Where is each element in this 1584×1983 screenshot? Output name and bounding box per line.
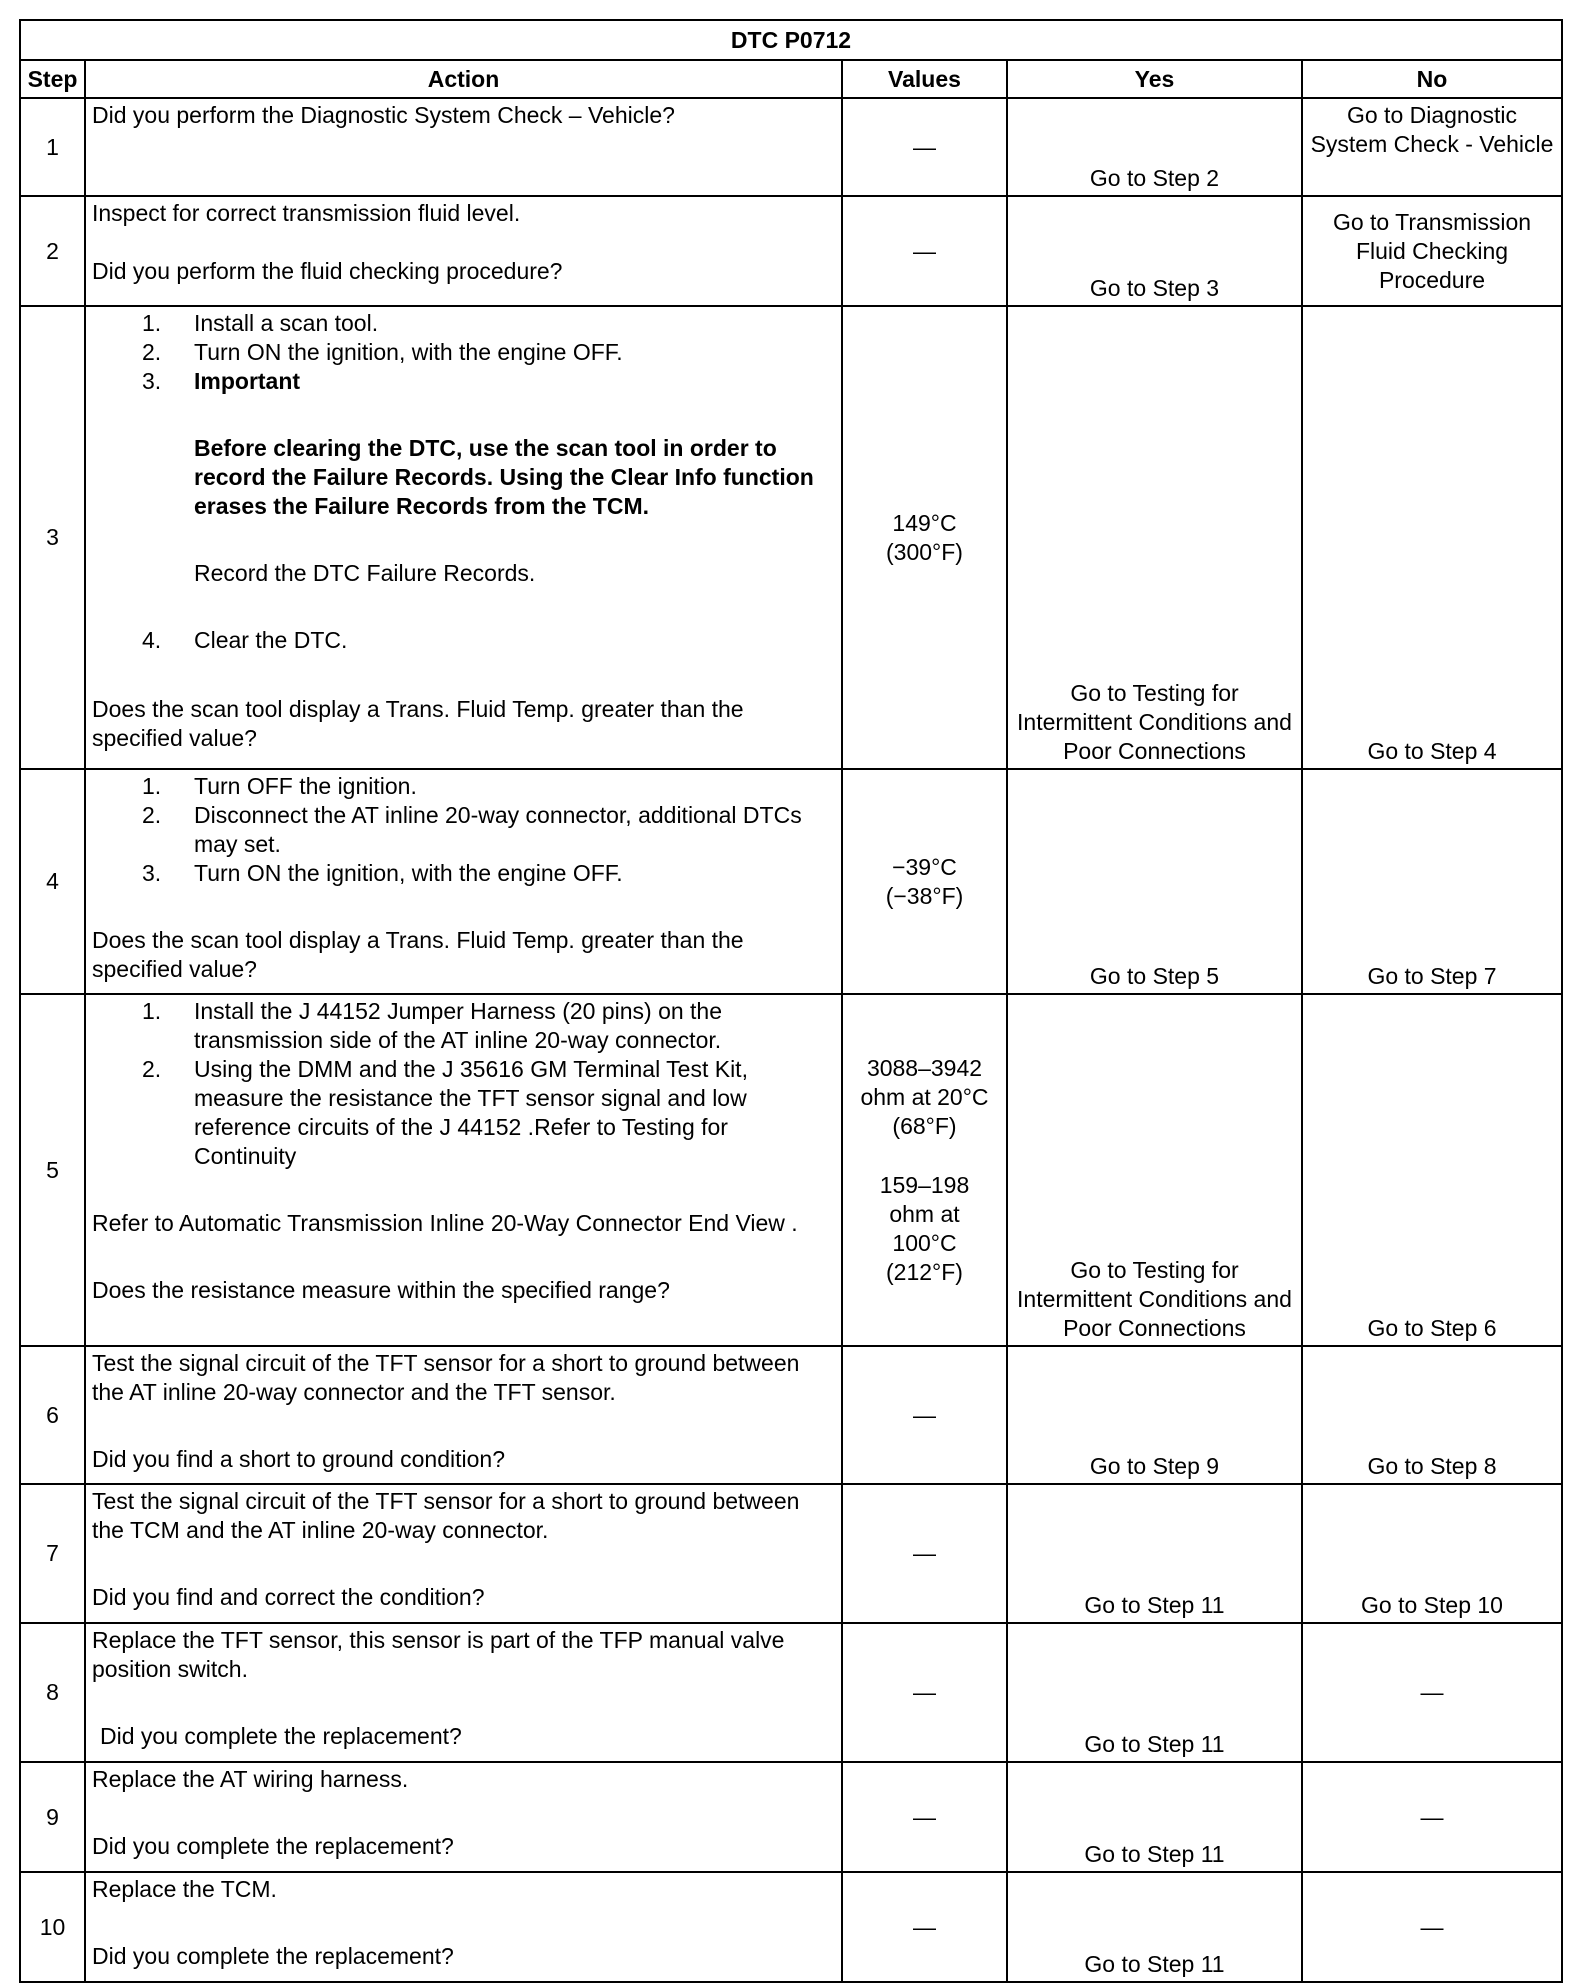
action-question: Does the scan tool display a Trans. Fluid Temp. greater than the specified value? xyxy=(92,696,744,751)
list-item: 1. Install a scan tool. xyxy=(142,310,379,336)
value-text: 3088–3942 ohm at 20°C (68°F) xyxy=(860,1054,989,1139)
action-cell xyxy=(85,1872,842,1982)
list-item: 3. Turn ON the ignition, with the engine OFF. xyxy=(142,860,623,886)
action-text: Did you perform the Diagnostic System Check – Vehicle? xyxy=(92,102,675,128)
value-cell xyxy=(842,769,1007,994)
no-cell: Go to Step 10 xyxy=(1302,1484,1562,1623)
table-row xyxy=(20,769,1562,994)
yes-cell: Go to Step 11 xyxy=(1007,1484,1302,1623)
important-note: Before clearing the DTC, use the scan tool in order to record the Failure Records. Using the Clear Info function erases the Failure Records from the TCM. xyxy=(194,435,814,519)
action-question: Did you complete the replacement? xyxy=(92,1833,454,1859)
list-item: 4. Clear the DTC. xyxy=(142,627,348,653)
action-question: Did you complete the replacement? xyxy=(100,1723,462,1749)
action-question: Did you complete the replacement? xyxy=(92,1943,454,1969)
action-list xyxy=(92,772,833,888)
list-item: 2. Turn ON the ignition, with the engine OFF. xyxy=(142,339,623,365)
no-cell: — xyxy=(1302,1872,1562,1982)
header-step: Step xyxy=(20,60,85,98)
action-question: Did you find a short to ground condition? xyxy=(92,1446,505,1472)
action-text: Test the signal circuit of the TFT sensor for a short to ground between the AT inline 20-way connector and the TFT sensor. xyxy=(92,1350,800,1405)
step-number: 2 xyxy=(20,196,85,306)
step-number: 10 xyxy=(20,1872,85,1982)
list-item: 3. Important xyxy=(142,368,301,394)
value-text: 149°C (300°F) xyxy=(886,509,963,565)
action-text: Refer to Automatic Transmission Inline 20-Way Connector End View . xyxy=(92,1210,798,1236)
action-question: Did you find and correct the condition? xyxy=(92,1584,485,1610)
list-item: 2. Disconnect the AT inline 20-way connector, additional DTCs may set. xyxy=(142,802,802,857)
no-cell: Go to Step 8 xyxy=(1302,1346,1562,1484)
table-row xyxy=(20,1623,1562,1762)
no-cell: — xyxy=(1302,1623,1562,1762)
table-row xyxy=(20,196,1562,306)
action-cell xyxy=(85,306,842,769)
list-item: 2. Using the DMM and the J 35616 GM Terminal Test Kit, measure the resistance the TFT sensor signal and low reference circuits of the J 44152 .Refer to Testing for Continuity xyxy=(142,1056,748,1169)
table-row xyxy=(20,1872,1562,1982)
title-row xyxy=(20,20,1562,60)
header-values: Values xyxy=(842,60,1007,98)
yes-cell: Go to Testing for Intermittent Conditions and Poor Connections xyxy=(1007,306,1302,769)
step-number: 8 xyxy=(20,1623,85,1762)
action-text: Test the signal circuit of the TFT sensor for a short to ground between the TCM and the AT inline 20-way connector. xyxy=(92,1488,800,1543)
table-row xyxy=(20,1346,1562,1484)
action-text: Replace the TFT sensor, this sensor is part of the TFP manual valve position switch. xyxy=(92,1627,785,1682)
table-title: DTC P0712 xyxy=(20,20,1562,60)
yes-cell: Go to Step 2 xyxy=(1007,98,1302,196)
yes-cell: Go to Step 9 xyxy=(1007,1346,1302,1484)
header-row xyxy=(20,60,1562,98)
yes-cell: Go to Step 11 xyxy=(1007,1623,1302,1762)
action-cell xyxy=(85,196,842,306)
header-action: Action xyxy=(85,60,842,98)
action-question: Does the resistance measure within the specified range? xyxy=(92,1277,670,1303)
no-cell: Go to Transmission Fluid Checking Procedure xyxy=(1302,196,1562,306)
action-cell xyxy=(85,1762,842,1872)
value-cell: — xyxy=(842,1872,1007,1982)
value-cell xyxy=(842,306,1007,769)
dtc-table xyxy=(19,19,1563,1983)
no-cell: Go to Step 4 xyxy=(1302,306,1562,769)
no-cell: Go to Diagnostic System Check - Vehicle xyxy=(1302,98,1562,196)
table-row xyxy=(20,1484,1562,1623)
no-cell: Go to Step 7 xyxy=(1302,769,1562,994)
list-item: 1. Install the J 44152 Jumper Harness (20 pins) on the transmission side of the AT inline 20-way connector. xyxy=(142,998,723,1053)
yes-cell: Go to Step 5 xyxy=(1007,769,1302,994)
value-cell: — xyxy=(842,1346,1007,1484)
important-label: Important xyxy=(194,368,301,394)
table-row xyxy=(20,306,1562,769)
value-cell: — xyxy=(842,1762,1007,1872)
action-cell xyxy=(85,1484,842,1623)
action-question: Did you perform the fluid checking procedure? xyxy=(92,258,563,284)
table-row xyxy=(20,98,1562,196)
value-cell xyxy=(842,994,1007,1346)
yes-cell: Go to Testing for Intermittent Conditions and Poor Connections xyxy=(1007,994,1302,1346)
step-number: 6 xyxy=(20,1346,85,1484)
step-number: 3 xyxy=(20,306,85,769)
action-text: Record the DTC Failure Records. xyxy=(194,560,536,586)
yes-cell: Go to Step 3 xyxy=(1007,196,1302,306)
no-cell: — xyxy=(1302,1762,1562,1872)
action-cell xyxy=(85,1346,842,1484)
step-number: 9 xyxy=(20,1762,85,1872)
yes-cell: Go to Step 11 xyxy=(1007,1762,1302,1872)
action-list xyxy=(92,626,833,655)
table-row xyxy=(20,1762,1562,1872)
no-cell: Go to Step 6 xyxy=(1302,994,1562,1346)
step-number: 7 xyxy=(20,1484,85,1623)
action-cell xyxy=(85,98,842,196)
action-cell xyxy=(85,1623,842,1762)
value-cell: — xyxy=(842,1484,1007,1623)
header-yes: Yes xyxy=(1007,60,1302,98)
step-number: 4 xyxy=(20,769,85,994)
action-list xyxy=(92,997,833,1171)
step-number: 1 xyxy=(20,98,85,196)
value-cell: — xyxy=(842,196,1007,306)
dtc-document xyxy=(19,19,1561,1983)
value-text: −39°C (−38°F) xyxy=(885,853,964,909)
table-row xyxy=(20,994,1562,1346)
action-text: Replace the TCM. xyxy=(92,1876,277,1902)
action-text: Replace the AT wiring harness. xyxy=(92,1766,409,1792)
action-cell xyxy=(85,769,842,994)
list-item: 1. Turn OFF the ignition. xyxy=(142,773,417,799)
action-text: Inspect for correct transmission fluid level. xyxy=(92,200,521,226)
header-no: No xyxy=(1302,60,1562,98)
value-text: 159–198 ohm at 100°C (212°F) xyxy=(879,1171,970,1285)
action-cell xyxy=(85,994,842,1346)
action-question: Does the scan tool display a Trans. Fluid Temp. greater than the specified value? xyxy=(92,927,744,982)
value-cell: — xyxy=(842,1623,1007,1762)
value-cell: — xyxy=(842,98,1007,196)
step-number: 5 xyxy=(20,994,85,1346)
action-list xyxy=(92,309,833,396)
yes-cell: Go to Step 11 xyxy=(1007,1872,1302,1982)
